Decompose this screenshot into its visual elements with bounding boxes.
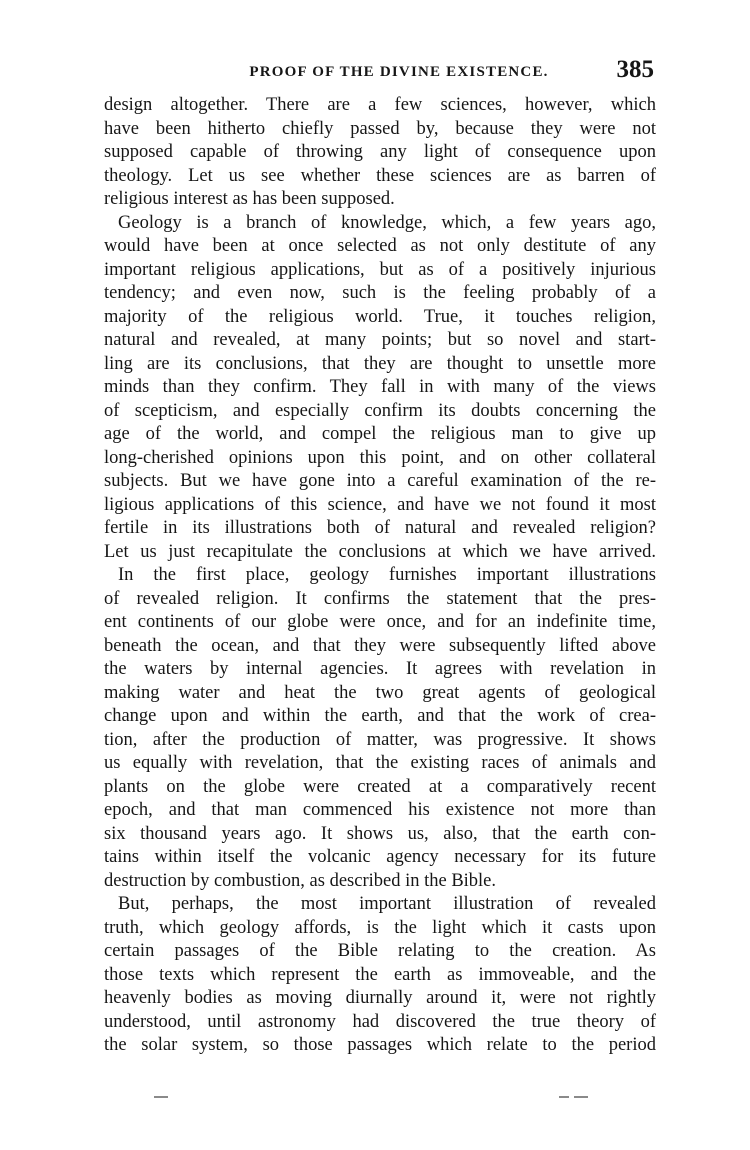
text-line: fertile in its illustrations both of natural and revealed religion?: [104, 518, 656, 538]
text-line: tains within itself the volcanic agency necessary for its future: [104, 847, 656, 867]
body-text: [104, 94, 656, 1058]
text-line: tion, after the production of matter, was progressive. It shows: [104, 729, 656, 750]
text-line: destruction by combustion, as described in the Bible.: [104, 870, 497, 891]
text-line: change upon and within the earth, and that the work of crea-: [104, 706, 656, 726]
text-line: natural and revealed, at many points; but so novel and start-: [104, 330, 656, 350]
text-line: certain passages of the Bible relating to the creation. As: [104, 941, 656, 961]
text-line: design altogether. There are a few sciences, however, which: [104, 95, 656, 115]
text-line: ligious applications of this science, and have we not found it most: [104, 494, 656, 515]
text-line: theology. Let us see whether these sciences are as barren of: [104, 165, 656, 186]
text-line: But, perhaps, the most important illustration of revealed: [118, 894, 656, 914]
text-line: understood, until astronomy had discovered the true theory of: [104, 1011, 656, 1032]
text-line: of scepticism, and especially confirm its doubts concerning the: [104, 400, 656, 421]
print-mark: [154, 1096, 168, 1098]
text-line: supposed capable of throwing any light of consequence upon: [104, 142, 656, 162]
page-number: 385: [616, 56, 654, 83]
text-line: religious interest as has been supposed.: [104, 189, 395, 209]
text-line: would have been at once selected as not only destitute of any: [104, 236, 656, 256]
text-line: subjects. But we have gone into a careful examination of the re-: [104, 471, 656, 491]
text-line: six thousand years ago. It shows us, also, that the earth con-: [104, 823, 656, 844]
text-line: minds than they confirm. They fall in with many of the views: [104, 377, 656, 397]
text-line: majority of the religious world. True, it touches religion,: [104, 306, 656, 327]
text-line: tendency; and even now, such is the feeling probably of a: [104, 283, 656, 303]
print-mark: [574, 1096, 588, 1098]
signature-marks: [104, 1093, 656, 1105]
text-line: plants on the globe were created at a comparatively recent: [104, 776, 656, 797]
text-line: have been hitherto chiefly passed by, because they were not: [104, 118, 656, 139]
print-mark: [559, 1096, 569, 1098]
text-line: those texts which represent the earth as immoveable, and the: [104, 964, 656, 985]
text-line: important religious applications, but as of a positively injurious: [104, 259, 656, 280]
text-line: epoch, and that man commenced his existence not more than: [104, 800, 656, 820]
text-line: the solar system, so those passages which relate to the period: [104, 1035, 656, 1055]
running-title: PROOF OF THE DIVINE EXISTENCE.: [249, 64, 549, 80]
text-line: us equally with revelation, that the existing races of animals and: [104, 753, 656, 773]
text-line: Geology is a branch of knowledge, which, a few years ago,: [118, 212, 656, 233]
text-line: ent continents of our globe were once, and for an indefinite time,: [104, 612, 656, 632]
text-line: long-cherished opinions upon this point, and on other collateral: [104, 447, 656, 468]
text-line: Let us just recapitulate the conclusions at which we have arrived.: [104, 541, 656, 562]
text-line: heavenly bodies as moving diurnally around it, were not rightly: [104, 988, 656, 1008]
text-line: In the first place, geology furnishes important illustrations: [118, 565, 656, 585]
text-line: ling are its conclusions, that they are thought to unsettle more: [104, 353, 656, 374]
text-line: of revealed religion. It confirms the statement that the pres-: [104, 588, 656, 609]
text-line: beneath the ocean, and that they were subsequently lifted above: [104, 635, 656, 656]
running-head: [104, 56, 654, 90]
text-line: truth, which geology affords, is the light which it casts upon: [104, 917, 656, 938]
text-line: the waters by internal agencies. It agrees with revelation in: [104, 659, 656, 679]
text-line: making water and heat the two great agents of geological: [104, 682, 656, 703]
text-line: age of the world, and compel the religious man to give up: [104, 424, 656, 444]
